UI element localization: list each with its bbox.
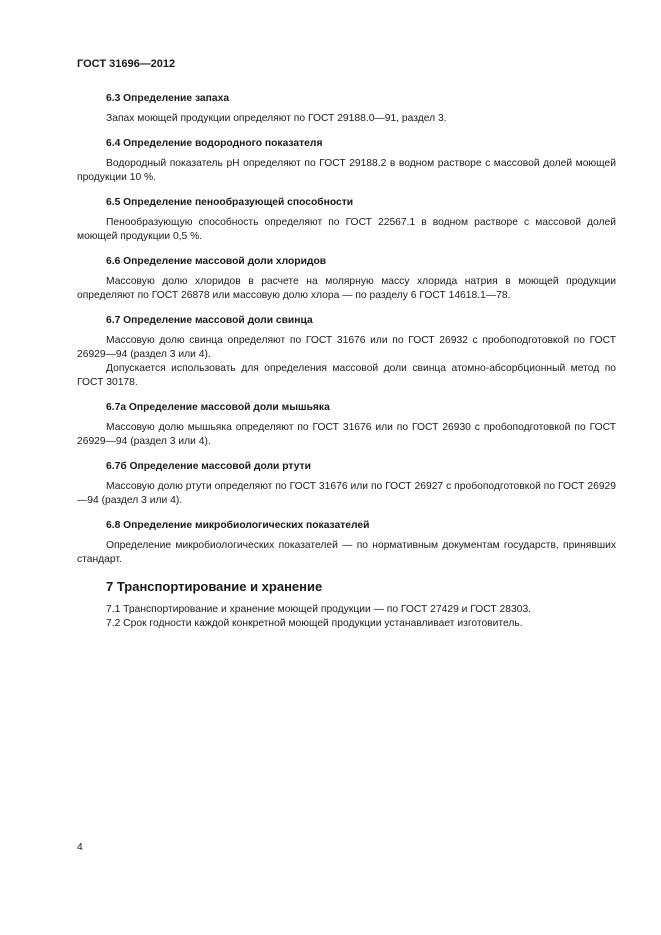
section-title: 6.6 Определение массовой доли хлоридов — [106, 256, 327, 267]
section-paragraph: Запах моющей продукции определяют по ГОСТ 29188.0—91, раздел 3. — [106, 113, 447, 124]
section-title: 6.7а Определение массовой доли мышьяка — [106, 402, 330, 413]
section-6-7 — [77, 314, 616, 390]
section-6-8 — [77, 519, 616, 567]
section-6-7a — [77, 401, 616, 449]
page-number: 4 — [77, 842, 83, 853]
section-6-3 — [77, 92, 616, 126]
section-6-5 — [77, 196, 616, 244]
section-title: 6.7б Определение массовой доли ртути — [106, 461, 311, 472]
section-paragraph: Допускается использовать для определения массовой доли свинца атомно-абсорбционный метод по ГОСТ 30178. — [77, 363, 616, 388]
section-6-7b — [77, 460, 616, 508]
document-content — [77, 92, 616, 631]
chapter-7 — [77, 578, 616, 631]
document-header: ГОСТ 31696—2012 — [77, 58, 176, 70]
section-title: 6.4 Определение водородного показателя — [106, 138, 323, 149]
section-title: 6.5 Определение пенообразующей способности — [106, 197, 354, 208]
chapter-title: 7 Транспортирование и хранение — [106, 579, 323, 594]
section-6-4 — [77, 137, 616, 185]
section-title: 6.8 Определение микробиологических показателей — [106, 520, 370, 531]
section-paragraph: Пенообразующую способность определяют по ГОСТ 22567.1 в водном растворе с массовой долей моющей продукции 0,5 %. — [77, 217, 616, 242]
section-title: 6.7 Определение массовой доли свинца — [106, 315, 313, 326]
section-paragraph: Массовую долю мышьяка определяют по ГОСТ 31676 или по ГОСТ 26930 с пробоподготовкой по ГОСТ 26929—94 (раздел 3 или 4). — [77, 422, 616, 447]
chapter-item: 7.2 Срок годности каждой конкретной моющей продукции устанавливает изготовитель. — [106, 618, 523, 629]
section-paragraph: Массовую долю свинца определяют по ГОСТ 31676 или по ГОСТ 26932 с пробоподготовкой по ГОСТ 26929—94 (раздел 3 или 4). — [77, 335, 616, 360]
section-paragraph: Массовую долю хлоридов в расчете на молярную массу хлорида натрия в моющей продукции определяют по ГОСТ 26878 или массовую долю хлора — по разделу 6 ГОСТ 14618.1—78. — [77, 276, 616, 301]
section-title: 6.3 Определение запаха — [106, 93, 230, 104]
section-paragraph: Массовую долю ртути определяют по ГОСТ 31676 или по ГОСТ 26927 с пробоподготовкой по ГОСТ 26929—94 (раздел 3 или 4). — [77, 481, 616, 506]
chapter-item: 7.1 Транспортирование и хранение моющей продукции — по ГОСТ 27429 и ГОСТ 28303. — [106, 604, 532, 615]
section-paragraph: Определение микробиологических показателей — по нормативным документам государств, принявших стандарт. — [77, 540, 616, 565]
section-paragraph: Водородный показатель pH определяют по ГОСТ 29188.2 в водном растворе с массовой долей моющей продукции 10 %. — [77, 158, 616, 183]
section-6-6 — [77, 255, 616, 303]
